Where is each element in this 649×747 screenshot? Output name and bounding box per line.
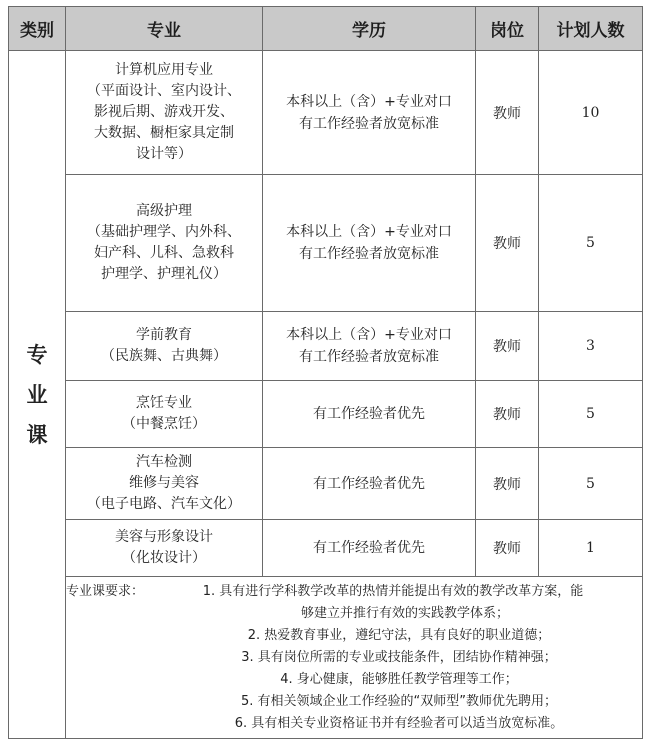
requirement-text: 1. 具有进行学科教学改革的热情并能提出有效的教学改革方案，能 (202, 583, 584, 599)
major-line: 妇产科、儿科、急救科 (94, 245, 234, 261)
planned-count-cell: 3 (539, 312, 643, 381)
table-row (9, 312, 643, 381)
major-line: 烹饪专业 (136, 395, 192, 411)
table-row (9, 381, 643, 448)
education-cell (263, 381, 476, 448)
requirement-text: 5. 有相关领域企业工作经验的“双师型”教师优先聘用； (240, 693, 557, 709)
table-row (9, 448, 643, 520)
education-line: 有工作经验者优先 (313, 406, 425, 422)
major-line: 汽车检测 (136, 454, 192, 470)
education-line: 本科以上（含）+专业对口 (286, 93, 452, 110)
education-line: 有工作经验者优先 (313, 475, 425, 492)
category-char: 课 (26, 422, 48, 447)
planned-count-cell: 5 (539, 381, 643, 448)
major-line: 大数据、橱柜家具定制 (94, 125, 234, 141)
major-cell (66, 51, 263, 175)
table-row (9, 175, 643, 312)
header-row (9, 7, 643, 51)
education-cell (263, 448, 476, 520)
planned-count-cell: 5 (539, 448, 643, 520)
education-cell (263, 312, 476, 381)
major-line: （基础护理学、内外科、 (87, 224, 241, 240)
post-cell: 教师 (476, 51, 539, 175)
planned-count-cell: 10 (539, 51, 643, 175)
requirement-item (66, 713, 642, 735)
requirement-item (66, 581, 642, 603)
major-line: 护理学、护理礼仪） (101, 266, 227, 282)
major-line: 美容与形象设计 (115, 529, 213, 545)
category-char: 业 (26, 382, 48, 407)
planned-count-cell: 1 (539, 520, 643, 577)
post-cell: 教师 (476, 381, 539, 448)
requirement-text: 3. 具有岗位所需的专业或技能条件，团结协作精神强； (241, 649, 557, 665)
major-line: （中餐烹饪） (122, 416, 206, 432)
requirement-text-continuation: 够建立并推行有效的实践教学体系； (300, 605, 509, 621)
header-category: 类别 (9, 7, 66, 51)
education-cell (263, 51, 476, 175)
major-line: （平面设计、室内设计、 (87, 83, 241, 99)
major-cell (66, 175, 263, 312)
major-line: （民族舞、古典舞） (101, 348, 227, 364)
post-cell: 教师 (476, 175, 539, 312)
table-row (9, 520, 643, 577)
requirement-item (66, 625, 642, 647)
category-char: 专 (26, 342, 48, 367)
post-cell: 教师 (476, 520, 539, 577)
recruitment-table (8, 6, 643, 739)
header-education: 学历 (263, 7, 476, 51)
requirements-cell (66, 577, 643, 739)
education-line: 本科以上（含）+专业对口 (286, 224, 452, 240)
header-planned: 计划人数 (539, 7, 643, 51)
education-line: 有工作经验者放宽标准 (299, 246, 439, 262)
header-post: 岗位 (476, 7, 539, 51)
major-cell (66, 520, 263, 577)
post-cell: 教师 (476, 312, 539, 381)
education-line: 有工作经验者放宽标准 (299, 349, 439, 365)
major-line: 设计等） (136, 146, 192, 162)
requirement-text: 4. 身心健康，能够胜任教学管理等工作； (280, 671, 518, 687)
requirement-text: 2. 热爱教育事业，遵纪守法，具有良好的职业道德； (247, 627, 551, 643)
education-cell (263, 175, 476, 312)
major-cell (66, 448, 263, 520)
requirement-item (66, 669, 642, 691)
major-line: （化妆设计） (122, 550, 206, 566)
requirement-item (66, 691, 642, 713)
requirement-text: 6. 具有相关专业资格证书并有经验者可以适当放宽标准。 (234, 715, 564, 731)
post-cell: 教师 (476, 448, 539, 520)
education-line: 本科以上（含）+专业对口 (286, 327, 452, 343)
major-line: 维修与美容 (129, 475, 199, 491)
table-row (9, 51, 643, 175)
major-line: 计算机应用专业 (115, 62, 213, 78)
major-line: （电子电路、汽车文化） (87, 496, 241, 512)
major-cell (66, 381, 263, 448)
requirements-row (9, 577, 643, 739)
major-line: 高级护理 (136, 203, 192, 219)
education-cell (263, 520, 476, 577)
major-line: 学前教育 (136, 327, 192, 343)
requirement-item (66, 647, 642, 669)
major-cell (66, 312, 263, 381)
header-major: 专业 (66, 7, 263, 51)
education-line: 有工作经验者优先 (313, 540, 425, 556)
major-line: 影视后期、游戏开发、 (94, 104, 234, 120)
requirements-heading: 专业课要求： (66, 583, 145, 599)
education-line: 有工作经验者放宽标准 (299, 115, 439, 132)
planned-count-cell: 5 (539, 175, 643, 312)
category-cell (9, 51, 66, 739)
